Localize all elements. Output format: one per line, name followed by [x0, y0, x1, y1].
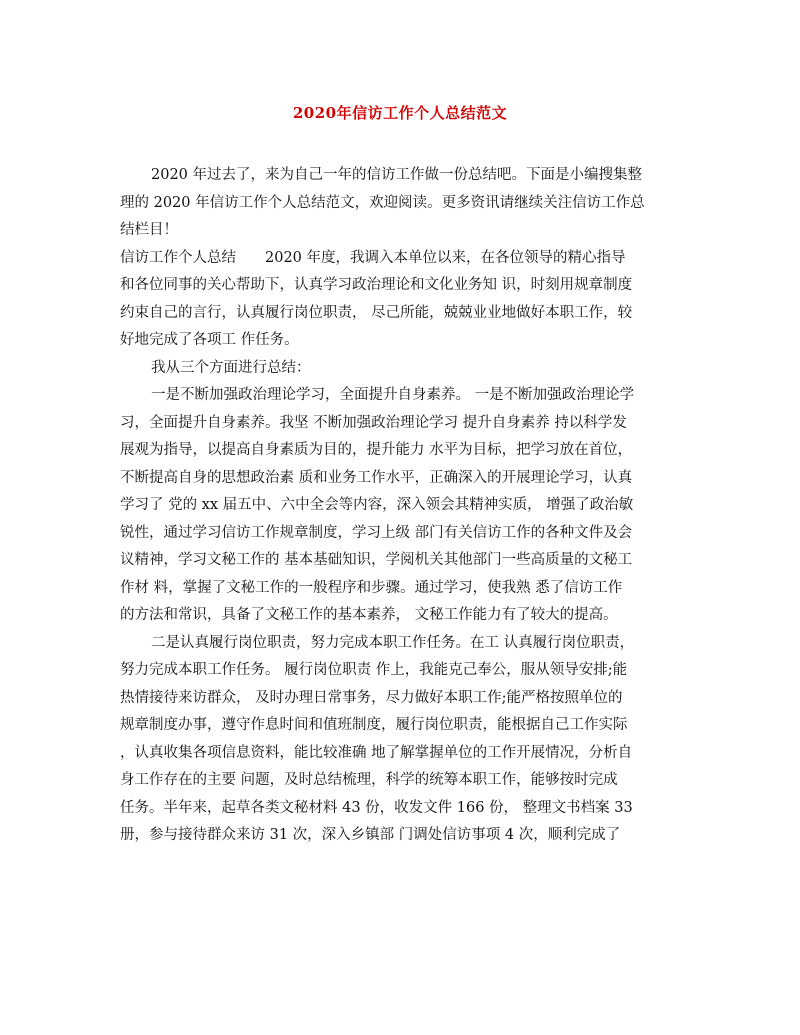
paragraph-line: 和各位同事的关心帮助下，认真学习政治理论和文化业务知 识，时刻用规章制度: [120, 277, 633, 293]
paragraph-line: 约束自己的言行，认真履行岗位职责， 尽己所能，兢兢业业地做好本职工作，较: [120, 304, 633, 321]
paragraph-line: 理的 2020 年信访工作个人总结范文，欢迎阅读。更多资讯请继续关注信访工作总: [120, 194, 645, 211]
paragraph-line: 册，参与接待群众来访 31 次，深入乡镇部 门调处信访事项 4 次，顺利完成了: [120, 827, 621, 843]
paragraph-line: 作材 料，掌握了文秘工作的一般程序和步骤。通过学习，使我熟 悉了信访工作: [120, 579, 623, 596]
paragraph-line: 信访工作个人总结 2020 年度，我调入本单位以来，在各位领导的精心指导: [120, 249, 626, 266]
document-title: 2020年信访工作个人总结范文: [292, 104, 508, 122]
paragraph-line: ，认真收集各项信息资料，能比较准确 地了解掌握单位的工作开展情况，分析自: [120, 744, 633, 761]
paragraph-line: 习，全面提升自身素养。我坚 不断加强政治理论学习 提升自身素养 持以科学发: [120, 414, 627, 431]
paragraph-line: 2020 年过去了，来为自己一年的信访工作做一份总结吧。下面是小编搜集整: [151, 167, 643, 183]
paragraph-line: 结栏目！: [120, 222, 178, 238]
paragraph-line: 热情接待来访群众， 及时办理日常事务，尽力做好本职工作;能严格按照单位的: [120, 689, 623, 706]
paragraph-line: 任务。半年来，起草各类文秘材料 43 份，收发文件 166 份， 整理文书档案 33: [120, 799, 633, 816]
paragraph-line: 展观为指导，以提高自身素质为目的，提升能力 水平为目标，把学习放在首位，: [120, 442, 633, 458]
paragraph-line: 规章制度办事，遵守作息时间和值班制度，履行岗位职责，能根据自己工作实际: [120, 717, 628, 733]
paragraph-line: 我从三个方面进行总结：: [151, 359, 311, 376]
paragraph-line: 议精神，学习文秘工作的 基本基础知识，学阅机关其他部门一些高质量的文秘工: [120, 552, 633, 568]
document-body: [120, 162, 685, 850]
paragraph-line: 锐性，通过学习信访工作规章制度，学习上级 部门有关信访工作的各种文件及会: [120, 524, 633, 541]
paragraph-line: 努力完成本职工作任务。 履行岗位职责 作上，我能克己奉公，服从领导安排;能: [120, 662, 628, 678]
paragraph-line: 二是认真履行岗位职责，努力完成本职工作任务。在工 认真履行岗位职责，: [151, 634, 635, 651]
paragraph-line: 好地完成了各项工 作任务。: [120, 332, 299, 348]
paragraph-line: 一是不断加强政治理论学习，全面提升自身素养。 一是不断加强政治理论学: [151, 387, 635, 403]
paragraph-line: 学习了 党的 xx 届五中、六中全会等内容，深入领会其精神实质， 增强了政治敏: [120, 497, 634, 513]
paragraph-line: 的方法和常识，具备了文秘工作的基本素养， 文秘工作能力有了较大的提高。: [120, 607, 618, 623]
paragraph-line: 身工作存在的主要 问题，及时总结梳理，科学的统筹本职工作，能够按时完成: [120, 772, 618, 788]
paragraph-line: 不断提高自身的思想政治素 质和业务工作水平，正确深入的开展理论学习，认真: [120, 469, 633, 486]
